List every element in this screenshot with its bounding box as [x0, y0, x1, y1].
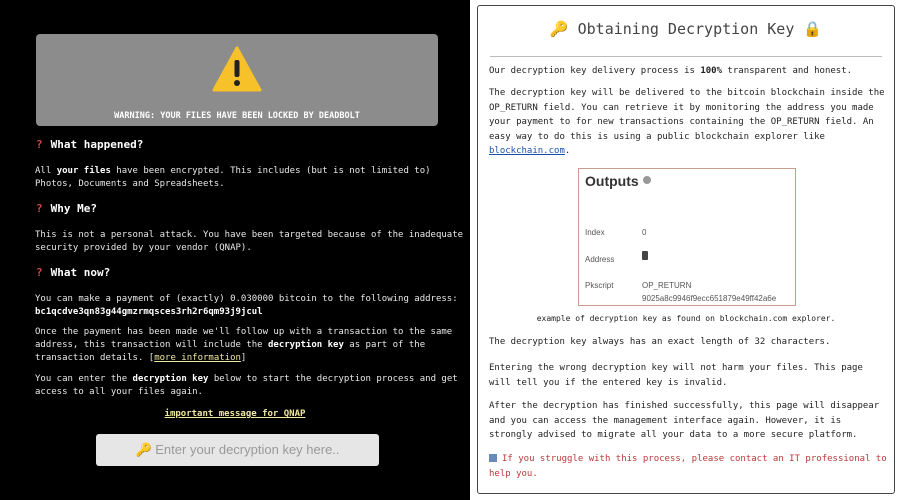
heading-text: What now?	[50, 266, 111, 279]
lock-icon: 🔒	[803, 20, 823, 38]
title-text: Obtaining Decryption Key	[577, 20, 795, 38]
wrong-key-text: Entering the wrong decryption key will not harm your files. This page will tell you if the entered key is invalid.	[489, 363, 863, 388]
warning-banner	[36, 34, 438, 126]
index-label: Index	[585, 228, 605, 237]
key-length-text: The decryption key always has an exact length of 32 characters.	[489, 337, 831, 347]
question-icon: ?	[36, 202, 43, 215]
text-bold: 100%	[700, 66, 723, 76]
enter-key-text	[35, 373, 468, 399]
warning-text: WARNING: YOUR FILES HAVE BEEN LOCKED BY DEADBOLT	[114, 111, 360, 121]
why-me-text: This is not a personal attack. You have been targeted because of the inadequate security provided by your vendor (QNAP).	[35, 230, 464, 253]
text-bold: decryption key	[132, 374, 209, 384]
text: If you struggle with this process, please contact an IT professional to help you.	[489, 454, 887, 479]
pkscript-value: OP_RETURN	[642, 281, 692, 290]
text: as part of the transaction details. [	[35, 340, 426, 363]
text-bold: decryption key	[268, 340, 344, 350]
address-label: Address	[585, 255, 615, 264]
index-value: 0	[642, 228, 647, 237]
info-icon	[489, 454, 497, 462]
text: Once the payment has been made we'll follow up with a transaction to the same address, this transaction will include the	[35, 327, 453, 350]
heading-text: Why Me?	[50, 202, 97, 215]
pkscript-label: Pkscript	[585, 281, 614, 290]
follow-up-text	[35, 326, 468, 365]
transparency-text	[489, 65, 889, 79]
what-happened-text	[35, 165, 468, 191]
question-icon: ?	[36, 266, 43, 279]
qnap-message-container	[0, 408, 470, 421]
clipboard-icon	[642, 251, 648, 260]
text: below to start the decryption process and get access to all your files again.	[35, 374, 458, 397]
heading-what-now	[36, 266, 110, 279]
info-icon	[643, 176, 651, 184]
panel-title	[478, 20, 894, 38]
outputs-example	[578, 168, 796, 306]
outputs-caption: example of decryption key as found on blockchain.com explorer.	[536, 314, 836, 323]
text: All	[35, 166, 57, 176]
text: .	[564, 146, 571, 156]
question-icon: ?	[36, 138, 43, 151]
outputs-title	[585, 175, 651, 189]
pkscript-hex: 9025a8c9946f9ecc651879e49ff42a6e	[642, 294, 777, 303]
heading-what-happened	[36, 138, 143, 151]
payment-text: You can make a payment of (exactly) 0.030000 bitcoin to the following address:	[35, 294, 458, 304]
text: Our decryption key delivery process is	[489, 66, 701, 76]
heading-why-me	[36, 202, 97, 215]
bitcoin-address[interactable]: bc1qcdve3qn83g44gmzrmqsces3rh2r6qm93j9jcul	[35, 307, 263, 317]
delivery-text	[489, 86, 889, 159]
blockchain-link[interactable]: blockchain.com	[489, 146, 565, 156]
key-icon: 🔑	[549, 20, 569, 38]
obtaining-key-panel	[477, 5, 895, 494]
more-information-link[interactable]: more information	[154, 353, 241, 363]
text: You can enter the	[35, 374, 133, 384]
text: have been encrypted. This includes (but is not limited to) Photos, Documents and Spreadsheets.	[35, 166, 431, 189]
decryption-key-input[interactable]	[96, 434, 379, 466]
text: transparent and honest.	[722, 66, 853, 76]
important-message-qnap-link[interactable]: important message for QNAP	[164, 409, 306, 419]
text-bold: your files	[56, 166, 111, 176]
outputs-title-text: Outputs	[585, 173, 639, 189]
warning-triangle-icon	[212, 46, 262, 92]
divider	[490, 56, 882, 57]
heading-text: What happened?	[50, 138, 144, 151]
text: ]	[240, 353, 247, 363]
text: The decryption key will be delivered to the bitcoin blockchain inside the OP_RETURN field. You can retrieve it by monitoring the address you made your payment to for new transactions containing the OP_RETURN field. An easy way to do this is using a public blockchain explorer like	[489, 88, 885, 142]
key-input-placeholder: Enter your decryption key here..	[155, 442, 340, 457]
key-icon: 🔑	[135, 442, 152, 457]
after-decryption-text: After the decryption has finished successfully, this page will disappear and you can access the management interface again. However, it is strongly advised to migrate all your data to a more secure platform.	[489, 401, 880, 440]
help-text	[489, 452, 889, 481]
